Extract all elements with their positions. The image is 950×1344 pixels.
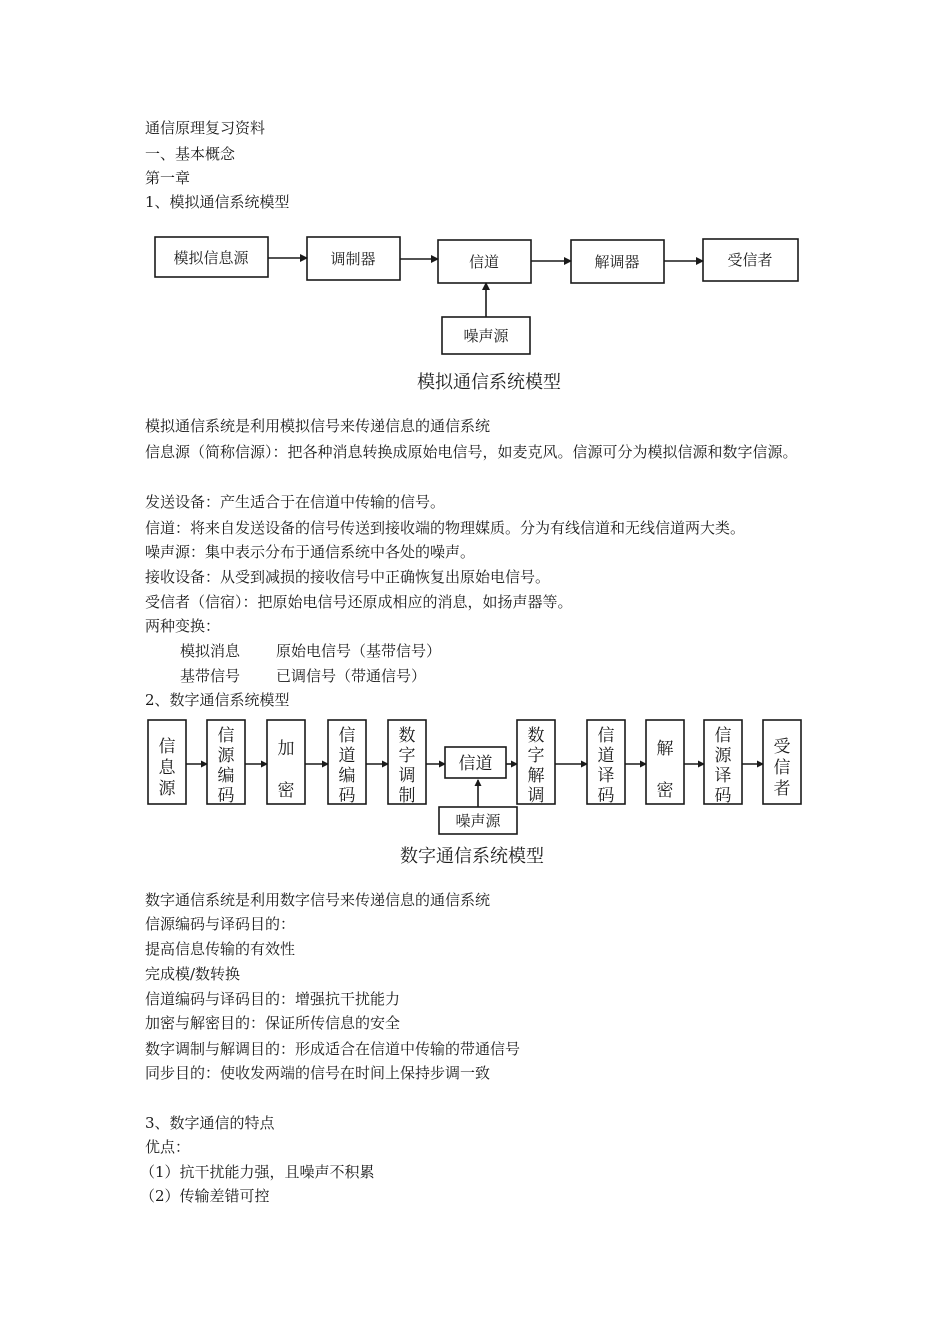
advantage-item: （2）传输差错可控 xyxy=(140,1187,270,1205)
analog-box-demodulator xyxy=(571,240,664,283)
transforms-title: 两种变换： xyxy=(145,617,221,635)
digital-box-label: 解密 xyxy=(656,739,674,801)
digital-box-digital-demodulator xyxy=(517,720,555,806)
analog-channel-desc: 信道：将来自发送设备的信号传送到接收端的物理媒质。分为有线信道和无线信道两大类。 xyxy=(145,519,746,537)
digital-box-channel-decoder xyxy=(587,720,625,806)
digital-box-sink xyxy=(763,720,801,804)
analog-sender-desc: 发送设备：产生适合于在信道中传输的信号。 xyxy=(145,493,446,511)
transform-to: 原始电信号（基带信号） xyxy=(276,642,442,660)
advantage-item: （1）抗干扰能力强，且噪声不积累 xyxy=(140,1163,375,1181)
analog-receiver-desc: 接收设备：从受到减损的接收信号中正确恢复出原始电信号。 xyxy=(145,568,551,586)
analog-box-noise xyxy=(442,317,530,354)
analog-model-heading: 1、模拟通信系统模型 xyxy=(145,193,290,211)
analog-system-diagram xyxy=(0,0,950,400)
digital-intro: 数字通信系统是利用数字信号来传递信息的通信系统 xyxy=(145,891,491,909)
digital-box-label: 受信者 xyxy=(773,737,791,799)
digital-model-heading: 2、数字通信系统模型 xyxy=(145,691,290,709)
advantages-title: 优点： xyxy=(145,1138,191,1156)
analog-diagram-caption: 模拟通信系统模型 xyxy=(417,372,561,393)
digital-box-decryption xyxy=(646,720,684,804)
svg-text:调制器: 调制器 xyxy=(330,250,376,268)
svg-text:噪声源: 噪声源 xyxy=(455,812,501,830)
digital-box-label: 加密 xyxy=(277,739,295,801)
transform-from: 基带信号 xyxy=(180,667,241,685)
digital-desc-line: 数字调制与解调目的：形成适合在信道中传输的带通信号 xyxy=(145,1040,521,1058)
digital-box-digital-modulator xyxy=(388,720,426,806)
svg-text:噪声源: 噪声源 xyxy=(463,327,509,345)
analog-source-desc: 信息源（简称信源）：把各种消息转换成原始电信号，如麦克风。信源可分为模拟信源和数字信源。 xyxy=(145,443,798,461)
digital-blocks xyxy=(148,720,801,806)
svg-text:信道: 信道 xyxy=(468,253,500,271)
digital-box-source xyxy=(148,720,186,804)
analog-intro: 模拟通信系统是利用模拟信号来传递信息的通信系统 xyxy=(145,417,491,435)
digital-box-label: 数字解调 xyxy=(527,726,545,806)
digital-box-label: 信源译码 xyxy=(714,726,732,806)
digital-desc-line: 提高信息传输的有效性 xyxy=(145,940,296,958)
chapter-heading: 第一章 xyxy=(145,169,191,187)
analog-box-modulator xyxy=(307,237,400,280)
transform-to: 已调信号（带通信号） xyxy=(276,667,427,685)
digital-system-diagram xyxy=(0,700,950,850)
digital-box-label: 数字调制 xyxy=(398,726,416,806)
digital-box-label: 信道 xyxy=(458,754,493,774)
transform-row xyxy=(180,641,441,661)
transform-from: 模拟消息 xyxy=(180,642,241,660)
digital-box-channel-encoder xyxy=(328,720,366,806)
digital-box-source-encoder xyxy=(207,720,245,806)
svg-text:解调器: 解调器 xyxy=(594,253,640,271)
digital-box-noise xyxy=(439,807,517,834)
document-title: 通信原理复习资料 xyxy=(145,119,266,137)
digital-box-source-decoder xyxy=(704,720,742,806)
digital-box-label: 信道编码 xyxy=(338,726,356,806)
section-heading: 一、基本概念 xyxy=(145,145,236,163)
digital-desc-line: 信源编码与译码目的： xyxy=(145,915,296,933)
digital-box-encryption xyxy=(267,720,305,804)
analog-box-source xyxy=(155,237,268,277)
digital-box-channel xyxy=(445,747,506,778)
digital-desc-line: 同步目的：使收发两端的信号在时间上保持步调一致 xyxy=(145,1064,491,1082)
features-heading: 3、数字通信的特点 xyxy=(145,1114,275,1132)
analog-box-sink xyxy=(703,239,798,281)
digital-desc-line: 完成模/数转换 xyxy=(145,965,241,983)
digital-box-label: 信息源 xyxy=(158,737,176,799)
digital-diagram-caption: 数字通信系统模型 xyxy=(400,846,544,867)
transform-row xyxy=(180,666,426,686)
analog-noise-desc: 噪声源：集中表示分布于通信系统中各处的噪声。 xyxy=(145,543,476,561)
svg-text:受信者: 受信者 xyxy=(727,251,773,269)
digital-desc-line: 加密与解密目的：保证所传信息的安全 xyxy=(145,1014,401,1032)
digital-box-label: 信道译码 xyxy=(597,726,615,806)
digital-desc-line: 信道编码与译码目的：增强抗干扰能力 xyxy=(145,990,401,1008)
svg-text:模拟信息源: 模拟信息源 xyxy=(173,249,249,267)
analog-sink-desc: 受信者（信宿）：把原始电信号还原成相应的消息，如扬声器等。 xyxy=(145,593,573,611)
digital-box-label: 信源编码 xyxy=(217,726,235,806)
analog-box-channel xyxy=(438,240,531,283)
